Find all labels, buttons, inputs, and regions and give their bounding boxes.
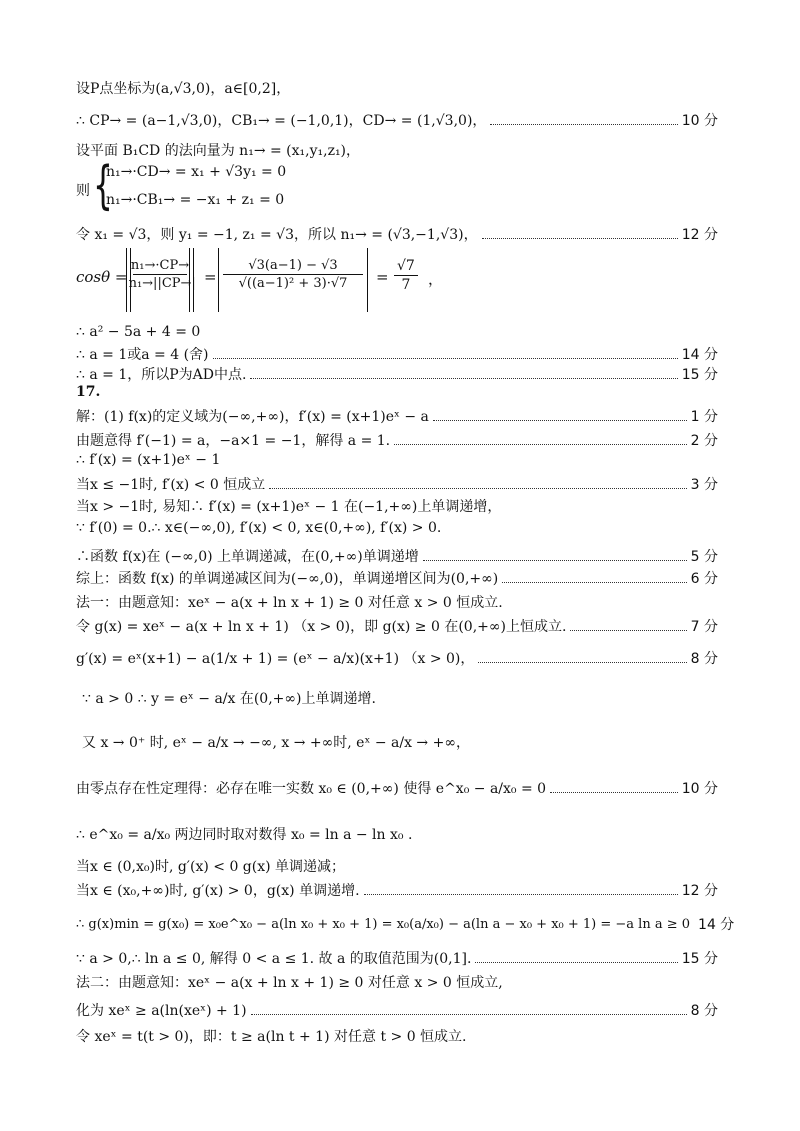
cosine-formula: cosθ = n₁→·CP→ |n₁→||CP→| = √3(a−1) − √3 √((a−1)² + 3)·√7 = √7 7 ， [76,248,676,312]
line-substitute-t: 令 xeˣ = t(t > 0)，即：t ≥ a(ln t + 1) 对任意 t > 0 恒成立. [76,1029,467,1045]
score-marker: 15 分 [681,367,718,383]
score-marker: 15 分 [681,951,718,967]
line-sign-analysis: ∵ f′(0) = 0.∴ x∈(−∞,0), f′(x) < 0, x∈(0,+∞), f′(x) > 0. [76,520,442,536]
line-decreasing-interval: 当x ∈ (0,x₀)时, g′(x) < 0 g(x) 单调递减； [76,859,346,875]
fraction-3: √7 7 [394,258,418,293]
line-limits: 又 x → 0⁺ 时, eˣ − a/x → −∞, x → +∞时, eˣ − a/x → +∞， [82,735,471,751]
line-zero-point: 由零点存在性定理得：必存在唯一实数 x₀ ∈ (0,+∞) 使得 e^x₀ − a/x₀ = 0 10 分 [76,778,718,798]
line-define-g: 令 g(x) = xeˣ − a(x + ln x + 1) （x > 0)，即 g(x) ≥ 0 在(0,+∞)上恒成立. 7 分 [76,616,718,636]
score-marker: 5 分 [690,549,718,565]
leader-dots [482,238,678,239]
leader-dots [394,444,687,445]
line-log-both-sides: ∴ e^x₀ = a/x₀ 两边同时取对数得 x₀ = ln a − ln x₀ . [76,827,413,843]
line-range-of-a: ∵ a > 0,∴ ln a ≤ 0, 解得 0 < a ≤ 1. 故 a 的取值范围为(0,1]. 15 分 [76,948,718,968]
line-method-1: 法一：由题意知：xeˣ − a(x + ln x + 1) ≥ 0 对任意 x > 0 恒成立. [76,595,503,611]
leader-dots [490,124,677,125]
leader-dots [250,378,677,379]
equation-2: n₁→·CB₁→ = −x₁ + z₁ = 0 [106,192,285,208]
score-marker: 14 分 [681,347,718,363]
leader-dots [550,792,678,793]
leader-dots [570,630,686,631]
line-g-derivative: g′(x) = eˣ(x+1) − a(1/x + 1) = (eˣ − a/x)(x+1) （x > 0)， 8 分 [76,648,718,668]
score-marker: 8 分 [690,1003,718,1019]
line-monotonicity: ∴函数 f(x)在 (−∞,0) 上单调递减，在(0,+∞)单调递增 5 分 [76,546,718,566]
line-transform: 化为 xeˣ ≥ a(ln(xeˣ) + 1) 8 分 [76,1000,718,1020]
equation-system: 则 { n₁→·CD→ = x₁ + √3y₁ = 0 n₁→·CB₁→ = −x₁ + z₁ = 0 [76,156,287,216]
fraction-1: n₁→·CP→ |n₁→||CP→| [124,258,196,291]
leader-dots [251,1014,687,1015]
line-solutions: ∴ a = 1或a = 4 (舍) 14 分 [76,344,718,364]
line-conclusion-16: ∴ a = 1，所以P为AD中点. 15 分 [76,364,718,384]
abs-bars-2 [218,248,368,312]
leader-dots [433,420,687,421]
score-marker: 12 分 [681,227,718,243]
line-quadratic: ∴ a² − 5a + 4 = 0 [76,324,201,340]
line-increasing: ∵ a > 0 ∴ y = eˣ − a/x 在(0,+∞)上单调递增. [82,691,376,707]
score-marker: 6 分 [690,571,718,587]
line-normal-vector-value: 令 x₁ = √3，则 y₁ = −1, z₁ = √3，所以 n₁→ = (√3,−1,√3)， 12 分 [76,224,718,244]
fraction-2: √3(a−1) − √3 √((a−1)² + 3)·√7 [223,258,363,291]
abs-bars-1 [126,248,194,312]
line-vectors: ∴ CP→ = (a−1,√3,0)，CB₁→ = (−1,0,1)，CD→ = (1,√3,0)， 10 分 [76,110,718,130]
line-domain-derivative: 解：(1) f(x)的定义域为(−∞,+∞)，f′(x) = (x+1)eˣ − a 1 分 [76,406,718,426]
leader-dots [213,358,678,359]
leader-dots [423,560,687,561]
score-marker: 1 分 [690,409,718,425]
line-solve-a: 由题意得 f′(−1) = a，−a×1 = −1，解得 a = 1. 2 分 [76,430,718,450]
score-marker: 3 分 [690,477,718,493]
leader-dots [502,582,686,583]
line-g-minimum: ∴ g(x)min = g(x₀) = x₀e^x₀ − a(ln x₀ + x₀ + 1) = x₀(a/x₀) − a(ln a − x₀ + x₀ + 1) = −a ln a ≥ 0 14 分 [76,914,718,934]
score-marker: 7 分 [690,619,718,635]
line-point-p-coords: 设P点坐标为(a,√3,0)，a∈[0,2]， [76,81,291,97]
leader-dots [478,662,686,663]
line-case-1: 当x ≤ −1时, f′(x) < 0 恒成立 3 分 [76,474,718,494]
line-summary: 综上：函数 f(x) 的单调递减区间为(−∞,0)，单调递增区间为(0,+∞) 6 分 [76,568,718,588]
score-marker: 14 分 [698,917,735,933]
left-brace: { [93,156,113,216]
line-derivative: ∴ f′(x) = (x+1)eˣ − 1 [76,452,221,468]
problem-number-17: 17. [76,384,101,400]
score-marker: 2 分 [690,433,718,449]
line-method-2: 法二：由题意知：xeˣ − a(x + ln x + 1) ≥ 0 对任意 x > 0 恒成立, [76,975,503,991]
score-marker: 8 分 [690,651,718,667]
score-marker: 12 分 [681,883,718,899]
line-increasing-interval: 当x ∈ (x₀,+∞)时, g′(x) > 0，g(x) 单调递增. 12 分 [76,880,718,900]
leader-dots [364,894,678,895]
leader-dots [269,488,686,489]
score-marker: 10 分 [681,113,718,129]
leader-dots [475,962,677,963]
equation-1: n₁→·CD→ = x₁ + √3y₁ = 0 [106,164,287,180]
line-case-2: 当x > −1时, 易知∴ f′(x) = (x+1)eˣ − 1 在(−1,+∞)上单调递增， [76,499,502,515]
line-normal-vector-def: 设平面 B₁CD 的法向量为 n₁→ = (x₁,y₁,z₁)， [76,143,361,159]
score-marker: 10 分 [681,781,718,797]
